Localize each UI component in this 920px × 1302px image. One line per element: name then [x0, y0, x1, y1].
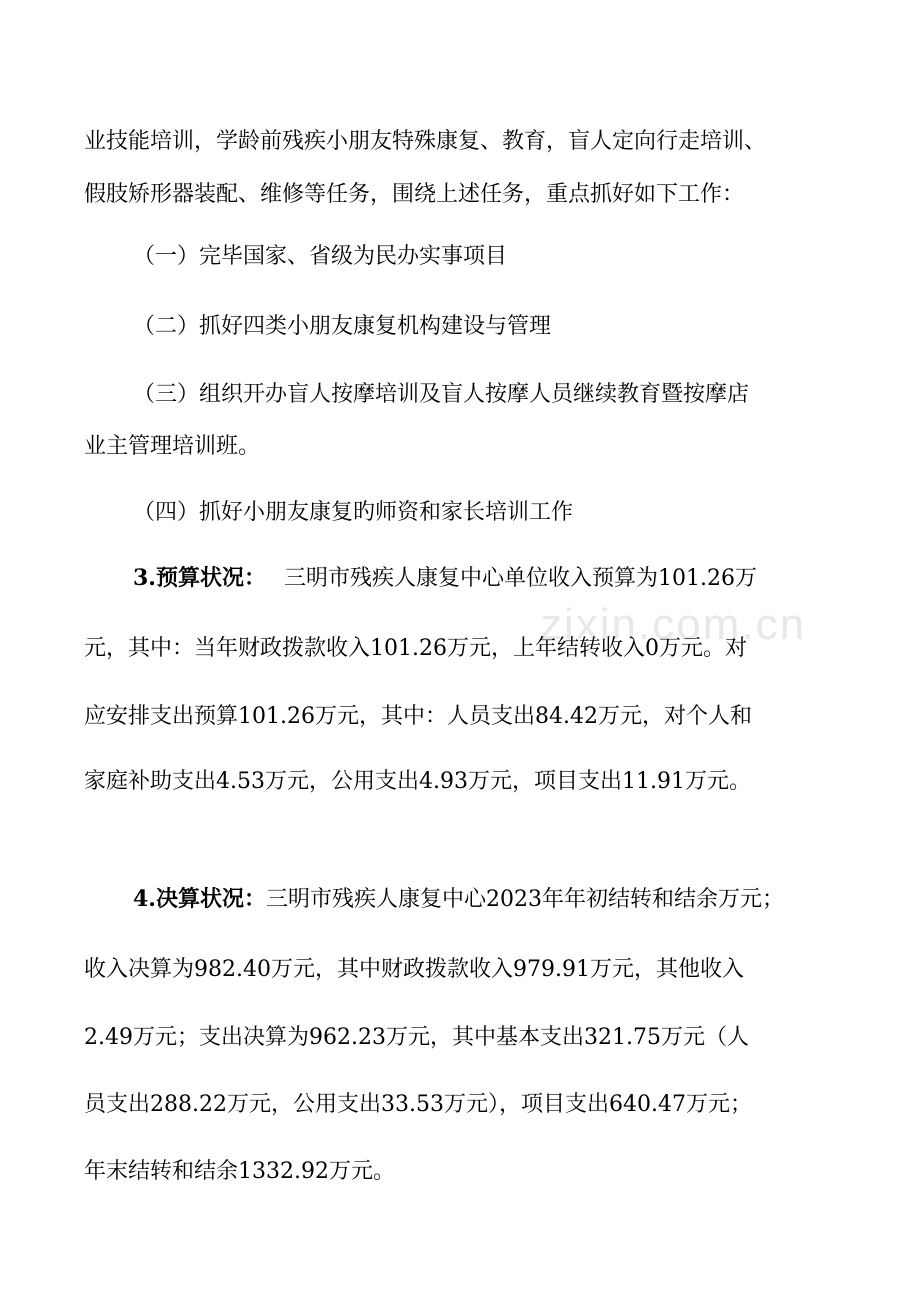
paragraph-line: 家庭补助支出4.53万元，公用支出4.93万元，项目支出11.91万元。: [84, 769, 751, 794]
paragraph-line: 收入决算为982.40万元，其中财政拨款收入979.91万元，其他收入: [84, 957, 744, 982]
budget-heading: 3.预算状况：: [133, 565, 266, 591]
budget-paragraph-first-line: [133, 563, 844, 594]
final-accounts-intro: 三明市残疾人康复中心2023年年初结转和结余万元；: [265, 887, 784, 912]
list-item-2: （二）抓好四类小朋友康复机构建设与管理: [133, 314, 552, 339]
list-item-4: （四）抓好小朋友康复旳师资和家长培训工作: [133, 500, 574, 525]
list-item-3: （三）组织开办盲人按摩培训及盲人按摩人员继续教育暨按摩店: [133, 382, 750, 407]
paragraph-line: 员支出288.22万元，公用支出33.53万元），项目支出640.47万元；: [84, 1092, 752, 1117]
budget-intro: 三明市残疾人康复中心单位收入预算为101.26万: [283, 566, 757, 591]
paragraph-line: 业主管理培训班。: [84, 434, 261, 459]
list-item-1: （一）完毕国家、省级为民办实事项目: [133, 244, 508, 269]
paragraph-line: 2.49万元；支出决算为962.23万元，其中基本支出321.75万元（人: [84, 1025, 749, 1050]
watermark: zixin.com.cn: [540, 600, 807, 649]
paragraph-line: 年末结转和结余1332.92万元。: [84, 1159, 395, 1184]
paragraph-line: 业技能培训，学龄前残疾小朋友特殊康复、教育，盲人定向行走培训、: [84, 129, 767, 154]
final-accounts-heading: 4.决算状况：: [133, 886, 266, 912]
paragraph-line: 应安排支出预算101.26万元，其中：人员支出84.42万元，对个人和: [84, 704, 752, 729]
paragraph-line: 元，其中：当年财政拨款收入101.26万元，上年结转收入0万元。对: [84, 636, 747, 661]
final-accounts-paragraph-first-line: [133, 884, 844, 915]
paragraph-line: 假肢矫形器装配、维修等任务，围绕上述任务，重点抓好如下工作：: [84, 182, 745, 207]
